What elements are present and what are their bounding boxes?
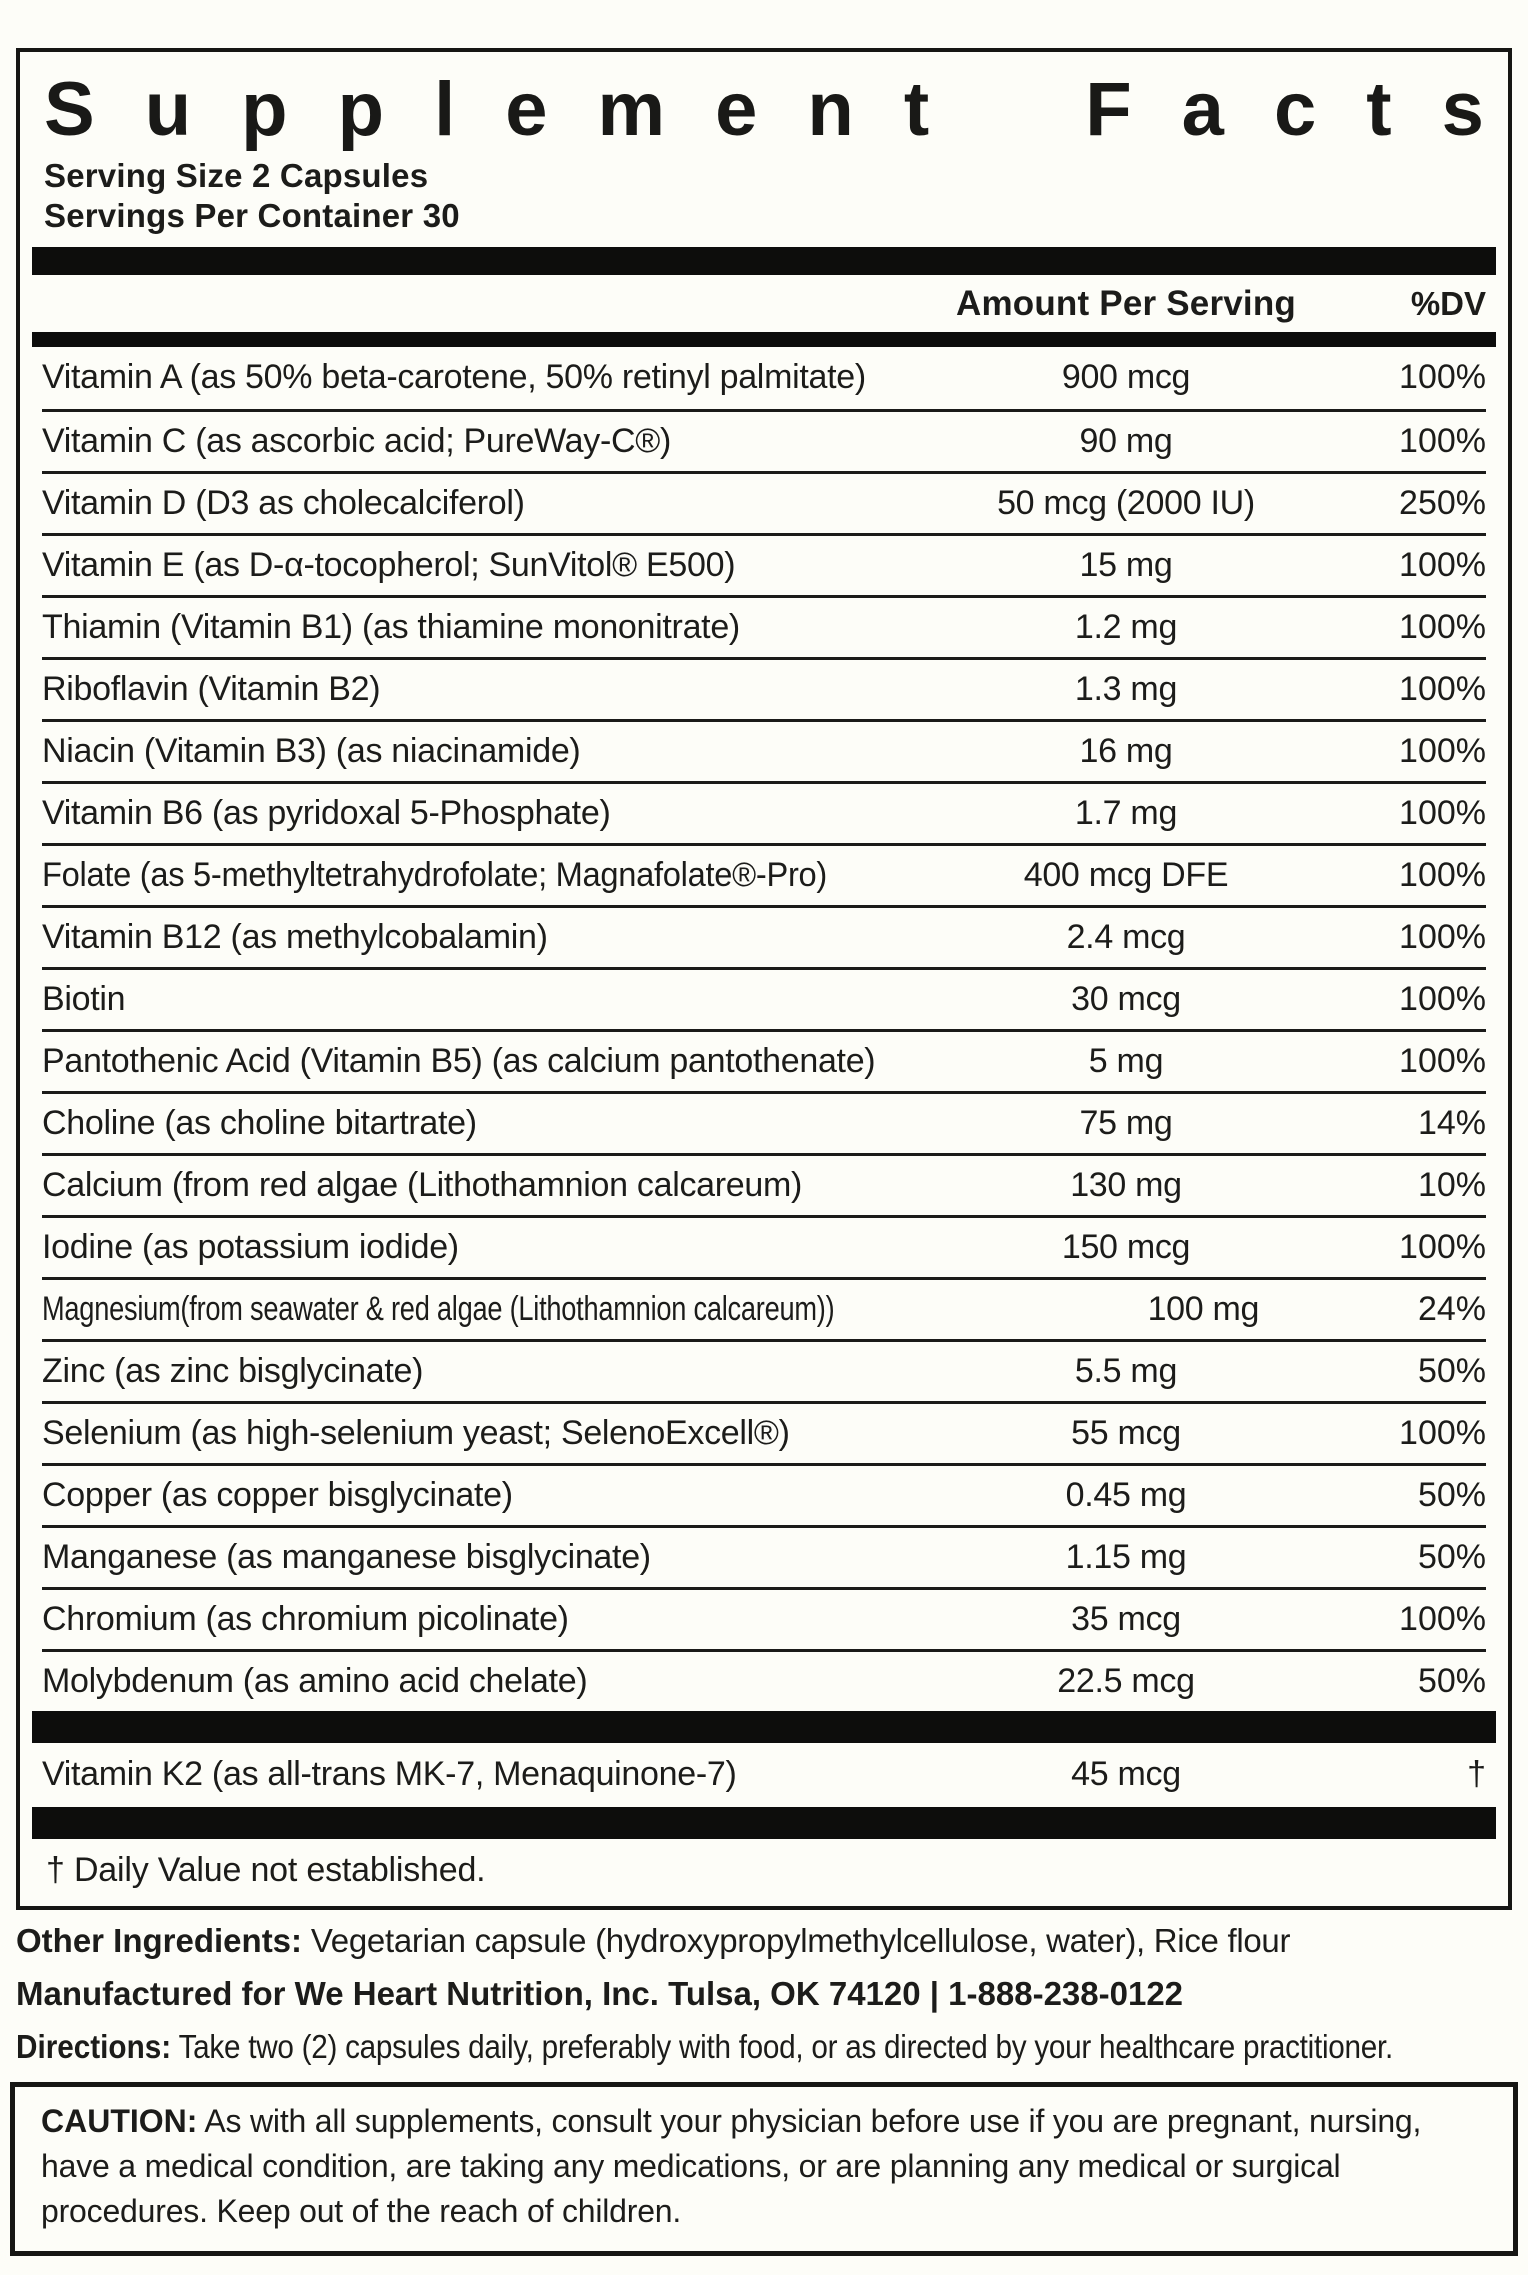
nutrient-amount: 35 mcg: [1071, 1599, 1181, 1638]
nutrient-dv: 50%: [1417, 1661, 1486, 1700]
column-header-row: [42, 275, 1486, 332]
nutrient-dv: 100%: [1399, 917, 1486, 956]
supplement-facts-panel: [16, 48, 1512, 1910]
title-letter: p: [241, 67, 288, 152]
nutrient-amount: 0.45 mg: [1065, 1475, 1187, 1514]
caution-label: CAUTION:: [41, 2102, 198, 2139]
nutrient-row: [42, 905, 1486, 967]
nutrient-row: [42, 1587, 1486, 1649]
nutrient-row: [42, 1463, 1486, 1525]
nutrient-dv: 100%: [1399, 421, 1486, 460]
nutrient-row: [42, 409, 1486, 471]
nutrient-dv: 100%: [1399, 793, 1486, 832]
directions-condensed-wrap: [16, 2028, 1393, 2066]
nutrient-row: [42, 471, 1486, 533]
nutrient-amount: 1.3 mg: [1074, 669, 1178, 708]
serving-size: Serving Size 2 Capsules: [44, 157, 429, 194]
nutrient-amount: 1.15 mg: [1065, 1537, 1187, 1576]
nutrient-amount: 400 mcg DFE: [1023, 855, 1229, 894]
directions-label: Directions:: [16, 2027, 172, 2065]
nutrient-dv: 50%: [1417, 1537, 1486, 1576]
nutrient-name: Vitamin B12 (as methylcobalamin): [42, 917, 548, 956]
nutrient-amount: 30 mcg: [1071, 979, 1181, 1018]
nutrient-row: [42, 1029, 1486, 1091]
nutrient-amount: 90 mg: [1079, 421, 1173, 460]
title-letter: t: [903, 67, 930, 152]
nutrient-amount: 2.4 mcg: [1066, 917, 1186, 956]
nutrient-name: Pantothenic Acid (Vitamin B5) (as calcium pantothenate): [42, 1041, 876, 1080]
section-divider-bar-upper: [32, 1711, 1496, 1743]
caution-text: As with all supplements, consult your physician before use if you are pregnant, nursing, have a medical condition, are taking any medications, or are planning any medical or surgical procedures. Keep out of the reach of children.: [41, 2102, 1422, 2230]
nutrient-row: [42, 781, 1486, 843]
title-letter: F: [1085, 67, 1132, 152]
nutrient-row: [42, 347, 1486, 409]
other-ingredients-text: Vegetarian capsule (hydroxypropylmethylcellulose, water), Rice flour: [310, 1921, 1291, 1959]
nutrient-amount: 45 mcg: [1071, 1755, 1181, 1793]
nutrient-name: Vitamin A (as 50% beta-carotene, 50% retinyl palmitate): [42, 358, 866, 396]
nutrient-name: Folate (as 5-methyltetrahydrofolate; Magnafolate®-Pro): [42, 855, 827, 894]
nutrient-row: [42, 657, 1486, 719]
nutrient-name: Vitamin C (as ascorbic acid; PureWay-C®): [42, 421, 672, 460]
nutrient-name: Zinc (as zinc bisglycinate): [42, 1351, 424, 1390]
nutrient-row: [42, 595, 1486, 657]
nutrient-row: [42, 719, 1486, 781]
caution-box: [10, 2082, 1518, 2256]
nutrient-dv: 10%: [1417, 1165, 1486, 1204]
nutrient-name: Manganese (as manganese bisglycinate): [42, 1537, 651, 1576]
nutrient-dv: 14%: [1417, 1103, 1486, 1142]
divider-bar-top: [32, 247, 1496, 275]
nutrient-name: Vitamin B6 (as pyridoxal 5-Phosphate): [42, 793, 611, 832]
nutrient-rows: [42, 347, 1486, 1711]
nutrient-amount: 1.7 mg: [1074, 793, 1178, 832]
nutrient-dv: 100%: [1399, 545, 1486, 584]
nutrient-name: Chromium (as chromium picolinate): [42, 1599, 569, 1638]
nutrient-dv: 100%: [1399, 1599, 1486, 1638]
nutrient-row: [42, 1339, 1486, 1401]
nutrient-dv: †: [1467, 1755, 1486, 1793]
nutrient-name: Magnesium(from seawater & red algae (Lithothamnion calcareum)): [42, 1289, 835, 1328]
nutrient-name: Vitamin D (D3 as cholecalciferol): [42, 483, 525, 522]
column-header-dv: %DV: [1410, 284, 1486, 322]
column-header-amount: Amount Per Serving: [955, 283, 1297, 323]
title-letter: m: [597, 67, 666, 152]
nutrient-name: Copper (as copper bisglycinate): [42, 1475, 513, 1514]
divider-bar-header: [32, 332, 1496, 347]
nutrient-row: [42, 843, 1486, 905]
title-letter: S: [44, 67, 95, 152]
nutrient-row: [42, 1153, 1486, 1215]
nutrient-dv: 250%: [1399, 483, 1486, 522]
title-letter: s: [1441, 67, 1484, 152]
nutrient-dv: 100%: [1399, 669, 1486, 708]
title-letter: p: [337, 67, 385, 152]
nutrient-amount: 150 mcg: [1061, 1227, 1191, 1266]
title-letter: l: [434, 67, 456, 152]
nutrient-amount: 130 mg: [1070, 1165, 1182, 1204]
title-letter: e: [505, 67, 548, 152]
nutrient-name: Choline (as choline bitartrate): [42, 1103, 477, 1142]
title-letter: t: [1366, 67, 1392, 152]
nutrient-row: [42, 1277, 1486, 1339]
title-letter: e: [715, 67, 758, 152]
daily-value-footnote: † Daily Value not established.: [46, 1850, 486, 1889]
title-letter: c: [1273, 67, 1317, 152]
nutrient-amount: 50 mcg (2000 IU): [997, 483, 1255, 522]
nutrient-dv: 100%: [1399, 1413, 1486, 1452]
nutrient-name: Molybdenum (as amino acid chelate): [42, 1661, 588, 1700]
nutrient-name: Riboflavin (Vitamin B2): [42, 669, 381, 708]
bottom-text-block: [16, 1922, 1510, 2066]
vitamin-k2-row: [42, 1743, 1486, 1807]
nutrient-dv: 100%: [1399, 855, 1486, 894]
title-letter: a: [1181, 67, 1224, 152]
nutrient-amount: 900 mcg: [1061, 358, 1191, 396]
nutrient-dv: 50%: [1417, 1351, 1486, 1390]
nutrient-amount: 100 mg: [1147, 1289, 1260, 1328]
nutrient-amount: 5.5 mg: [1074, 1351, 1178, 1390]
nutrient-dv: 24%: [1417, 1289, 1486, 1328]
nutrient-name: Vitamin K2 (as all-trans MK-7, Menaquinone-7): [42, 1755, 737, 1793]
nutrient-row: [42, 1091, 1486, 1153]
nutrient-row: [42, 1401, 1486, 1463]
title-letter: u: [144, 67, 192, 152]
nutrient-row: [42, 1649, 1486, 1711]
nutrient-name: Iodine (as potassium iodide): [42, 1227, 459, 1266]
nutrient-row: [42, 1525, 1486, 1587]
nutrient-amount: 75 mg: [1079, 1103, 1173, 1142]
manufactured-line: Manufactured for We Heart Nutrition, Inc. Tulsa, OK 74120 | 1-888-238-0122: [16, 1974, 1184, 2012]
nutrient-name: Calcium (from red algae (Lithothamnion calcareum): [42, 1165, 803, 1204]
nutrient-dv: 100%: [1399, 1041, 1486, 1080]
nutrient-name: Thiamin (Vitamin B1) (as thiamine mononitrate): [42, 607, 740, 646]
other-ingredients-line: [16, 1922, 1510, 1960]
nutrient-amount: 15 mg: [1079, 545, 1173, 584]
title-letter: n: [807, 67, 854, 152]
nutrient-amount: 55 mcg: [1071, 1413, 1181, 1452]
nutrient-row: [42, 533, 1486, 595]
nutrient-name: Niacin (Vitamin B3) (as niacinamide): [42, 731, 581, 770]
servings-per-container: Servings Per Container 30: [44, 197, 460, 235]
nutrient-dv: 100%: [1399, 731, 1486, 770]
nutrient-dv: 100%: [1399, 1227, 1486, 1266]
nutrient-amount: 5 mg: [1088, 1041, 1164, 1080]
nutrient-amount: 1.2 mg: [1074, 607, 1178, 646]
nutrient-dv: 50%: [1417, 1475, 1486, 1514]
section-divider-bar-lower: [32, 1807, 1496, 1839]
directions-line: [16, 2028, 1510, 2066]
nutrient-name: Biotin: [42, 979, 126, 1018]
nutrient-name: Vitamin E (as D-α-tocopherol; SunVitol® E500): [42, 545, 736, 584]
nutrient-amount: 16 mg: [1079, 731, 1173, 770]
nutrient-dv: 100%: [1399, 607, 1486, 646]
nutrient-dv: 100%: [1399, 358, 1486, 396]
label-title: [44, 67, 1484, 152]
nutrient-row: [42, 1215, 1486, 1277]
nutrient-row: [42, 967, 1486, 1029]
nutrient-amount: 22.5 mcg: [1057, 1661, 1195, 1700]
other-ingredients-label: Other Ingredients:: [16, 1921, 303, 1959]
nutrient-dv: 100%: [1399, 979, 1486, 1018]
nutrient-name: Selenium (as high-selenium yeast; SelenoExcell®): [42, 1413, 790, 1452]
directions-text: Take two (2) capsules daily, preferably with food, or as directed by your healthcare practitioner.: [178, 2027, 1394, 2065]
